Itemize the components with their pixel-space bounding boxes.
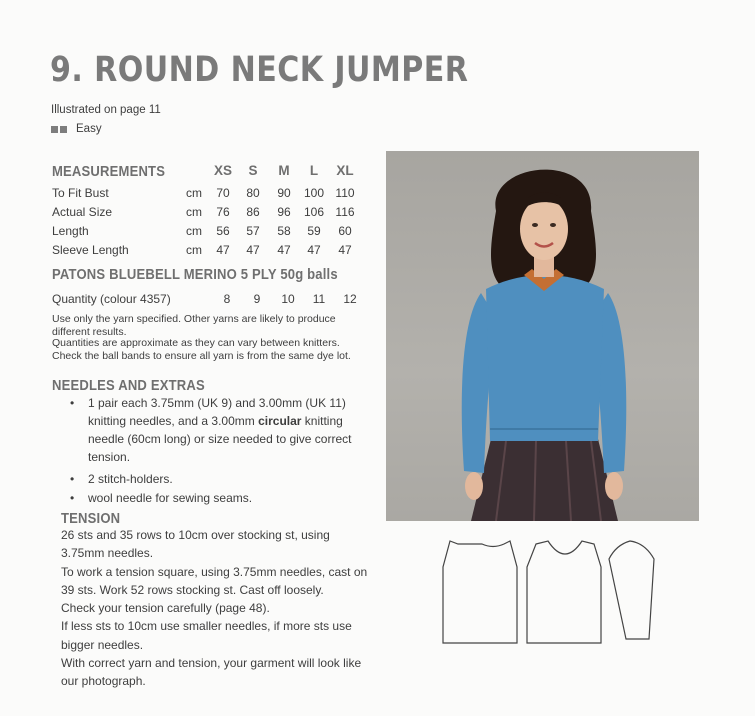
bullet-icon: •	[70, 396, 75, 410]
needles-text: 1 pair each 3.75mm (UK 9) and 3.00mm (UK 11) knitting needles, and a 3.00mm	[88, 396, 346, 428]
difficulty-level	[51, 123, 102, 135]
tension-heading: TENSION	[61, 511, 121, 527]
measurement-value: 56	[216, 224, 230, 238]
yarn-quantity-label: Quantity (colour 4357)	[52, 292, 171, 306]
measurement-row	[52, 224, 372, 240]
model-photo	[386, 151, 699, 521]
measurement-value: 86	[246, 205, 260, 219]
measurement-value: 100	[303, 186, 325, 200]
needles-text: 2 stitch-holders.	[88, 472, 173, 486]
tension-line: Check your tension carefully (page 48).	[61, 601, 270, 616]
back-schematic	[443, 541, 517, 643]
tension-line: To work a tension square, using 3.75mm needles, cast on 39 sts. Work 52 rows stocking st. Cast off loosely.	[61, 564, 368, 597]
yarn-note: Use only the yarn specified. Other yarns are likely to produce different results.	[52, 313, 336, 338]
measurement-value: 47	[246, 243, 260, 257]
measurement-row	[52, 186, 372, 202]
measurement-label: Sleeve Length	[52, 243, 129, 257]
measurement-label: To Fit Bust	[52, 186, 109, 200]
measurement-value: 96	[277, 205, 291, 219]
garment-schematic	[440, 537, 660, 649]
yarn-quantity-value: 11	[312, 292, 326, 306]
tension-line: If less sts to 10cm use smaller needles, if more sts use bigger needles.	[61, 619, 352, 652]
needles-bold-text: circular	[258, 414, 302, 428]
size-header: M	[278, 163, 290, 178]
list-item	[52, 394, 352, 466]
front-schematic	[527, 541, 601, 643]
measurement-label: Actual Size	[52, 205, 113, 219]
measurement-value: 110	[335, 186, 355, 200]
size-header: S	[248, 163, 258, 178]
measurement-value: 47	[338, 243, 352, 257]
bullet-icon: •	[70, 491, 75, 505]
model-illustration	[386, 151, 699, 521]
page-title: 9. ROUND NECK JUMPER	[50, 50, 469, 90]
yarn-quantity-value: 10	[281, 292, 295, 306]
measurement-unit: cm	[186, 205, 202, 219]
measurement-value: 47	[216, 243, 230, 257]
difficulty-square-icon	[51, 126, 58, 133]
yarn-quantity-value: 9	[253, 292, 261, 306]
yarn-quantity-value: 12	[343, 292, 357, 306]
list-item	[52, 470, 352, 488]
measurement-unit: cm	[186, 243, 202, 257]
measurements-heading: MEASUREMENTS	[52, 164, 166, 180]
measurement-row	[52, 243, 372, 259]
measurement-value: 57	[246, 224, 260, 238]
needles-heading: NEEDLES AND EXTRAS	[52, 378, 205, 394]
yarn-quantity-value: 8	[223, 292, 231, 306]
measurement-value: 47	[307, 243, 321, 257]
sweater-shape	[486, 275, 604, 441]
measurement-value: 106	[303, 205, 325, 219]
measurement-value: 80	[246, 186, 260, 200]
yarn-note: Quantities are approximate as they can vary between knitters. Check the ball bands to ensure all yarn is from the same dye lot.	[52, 337, 351, 362]
needles-text: knitting needle (60cm long) or size needed to give correct tension.	[88, 414, 352, 464]
measurement-value: 90	[277, 186, 291, 200]
size-header: XS	[213, 163, 232, 178]
yarn-heading: PATONS BLUEBELL MERINO 5 PLY 50g balls	[52, 267, 338, 283]
illustrated-note: Illustrated on page 11	[51, 104, 161, 116]
size-header: XL	[336, 163, 354, 178]
tension-line: With correct yarn and tension, your garment will look like our photograph.	[61, 656, 362, 689]
tension-text	[61, 526, 371, 691]
measurement-value: 70	[216, 186, 230, 200]
measurement-value: 60	[338, 224, 352, 238]
difficulty-square-icon	[60, 126, 67, 133]
sleeve-schematic	[609, 541, 654, 639]
needles-list	[52, 394, 352, 508]
yarn-quantity-row	[52, 292, 372, 308]
difficulty-label: Easy	[76, 123, 102, 135]
list-item	[52, 489, 352, 507]
measurement-value: 76	[216, 205, 230, 219]
bullet-icon: •	[70, 472, 75, 486]
measurement-value: 47	[277, 243, 291, 257]
size-header: L	[309, 163, 319, 178]
needles-text: wool needle for sewing seams.	[88, 491, 253, 505]
measurement-row	[52, 205, 372, 221]
measurement-value: 116	[335, 205, 355, 219]
measurement-label: Length	[52, 224, 89, 238]
measurement-unit: cm	[186, 186, 202, 200]
measurement-value: 58	[277, 224, 291, 238]
measurement-value: 59	[307, 224, 321, 238]
measurement-unit: cm	[186, 224, 202, 238]
face-shape	[520, 198, 568, 260]
tension-line: 26 sts and 35 rows to 10cm over stocking st, using 3.75mm needles.	[61, 528, 330, 561]
